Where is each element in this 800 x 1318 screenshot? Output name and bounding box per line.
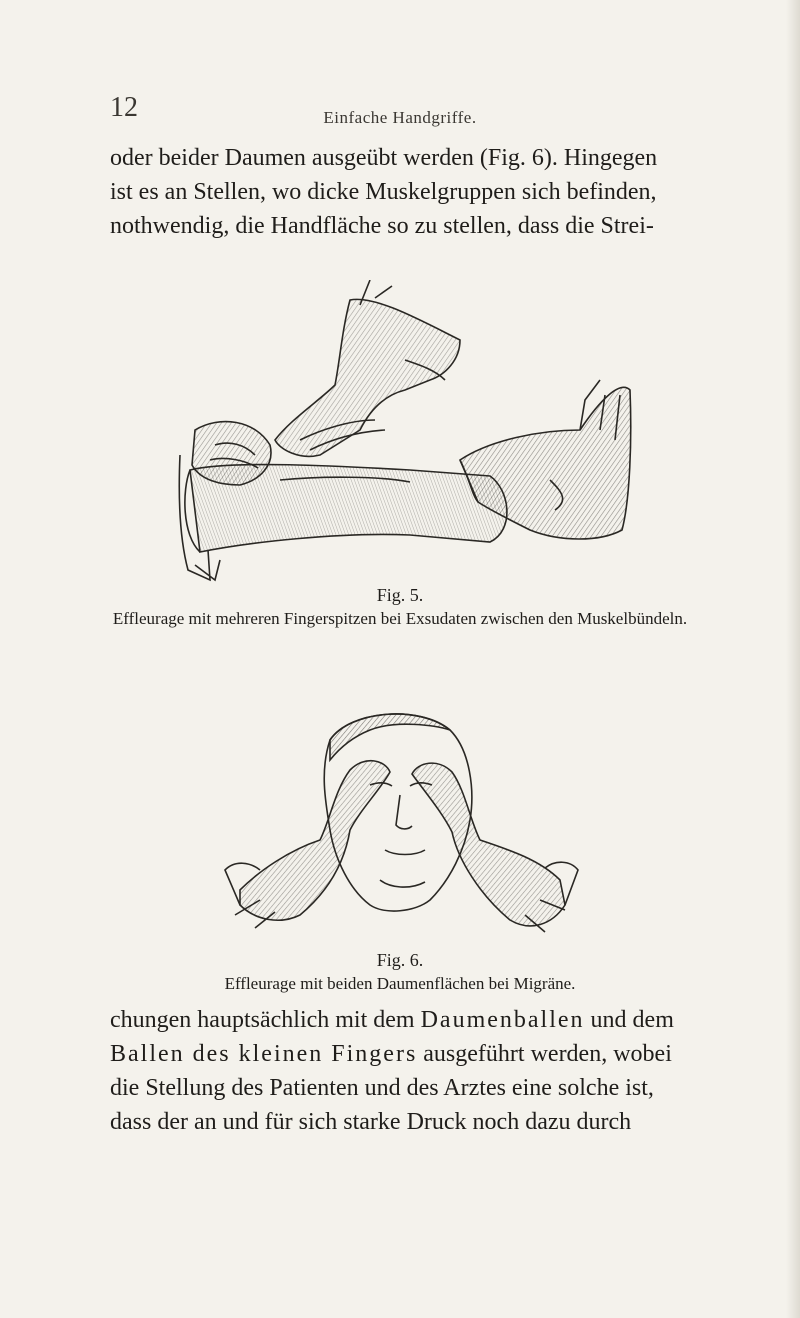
text-run: und dem <box>584 1007 674 1033</box>
text-line <box>110 1037 710 1071</box>
emphasis-daumenballen: Daumenballen <box>420 1007 585 1033</box>
text-line: nothwendig, die Handfläche so zu stellen, dass die Strei- <box>110 213 654 239</box>
figure-5-caption: Effleurage mit mehreren Fingerspitzen bei Exsudaten zwischen den Muskelbündeln. <box>112 609 688 628</box>
page-number: 12 <box>110 92 138 123</box>
figure-5-illustration-hands-on-arm <box>160 280 640 585</box>
figure-6-illustration-thumbs-on-forehead <box>220 700 580 950</box>
text-line <box>110 1003 710 1037</box>
figure-6-label: Fig. 6. <box>376 950 424 970</box>
page-edge-shadow <box>786 0 800 1318</box>
paragraph-bottom <box>110 1003 710 1139</box>
text-run: chungen hauptsächlich mit dem <box>110 1007 421 1033</box>
text-line: dass der an und für sich starke Druck noch dazu durch <box>110 1109 632 1135</box>
running-head: Einfache Handgriffe. <box>323 108 477 127</box>
figure-5 <box>0 280 800 632</box>
text-line: oder beider Daumen ausgeübt werden (Fig. 6). Hingegen <box>110 145 658 171</box>
emphasis-ballen-kleinen-fingers: Ballen des kleinen Fingers <box>110 1041 418 1067</box>
figure-6-caption: Effleurage mit beiden Daumenflächen bei Migräne. <box>224 974 576 993</box>
text-line: ist es an Stellen, wo dicke Muskelgruppen sich befinden, <box>110 179 657 205</box>
text-run: ausgeführt werden, wobei <box>417 1041 672 1067</box>
figure-5-label: Fig. 5. <box>376 585 424 605</box>
figure-6 <box>0 700 800 997</box>
paragraph-top <box>110 141 710 243</box>
text-line: die Stellung des Patienten und des Arztes eine solche ist, <box>110 1075 654 1101</box>
